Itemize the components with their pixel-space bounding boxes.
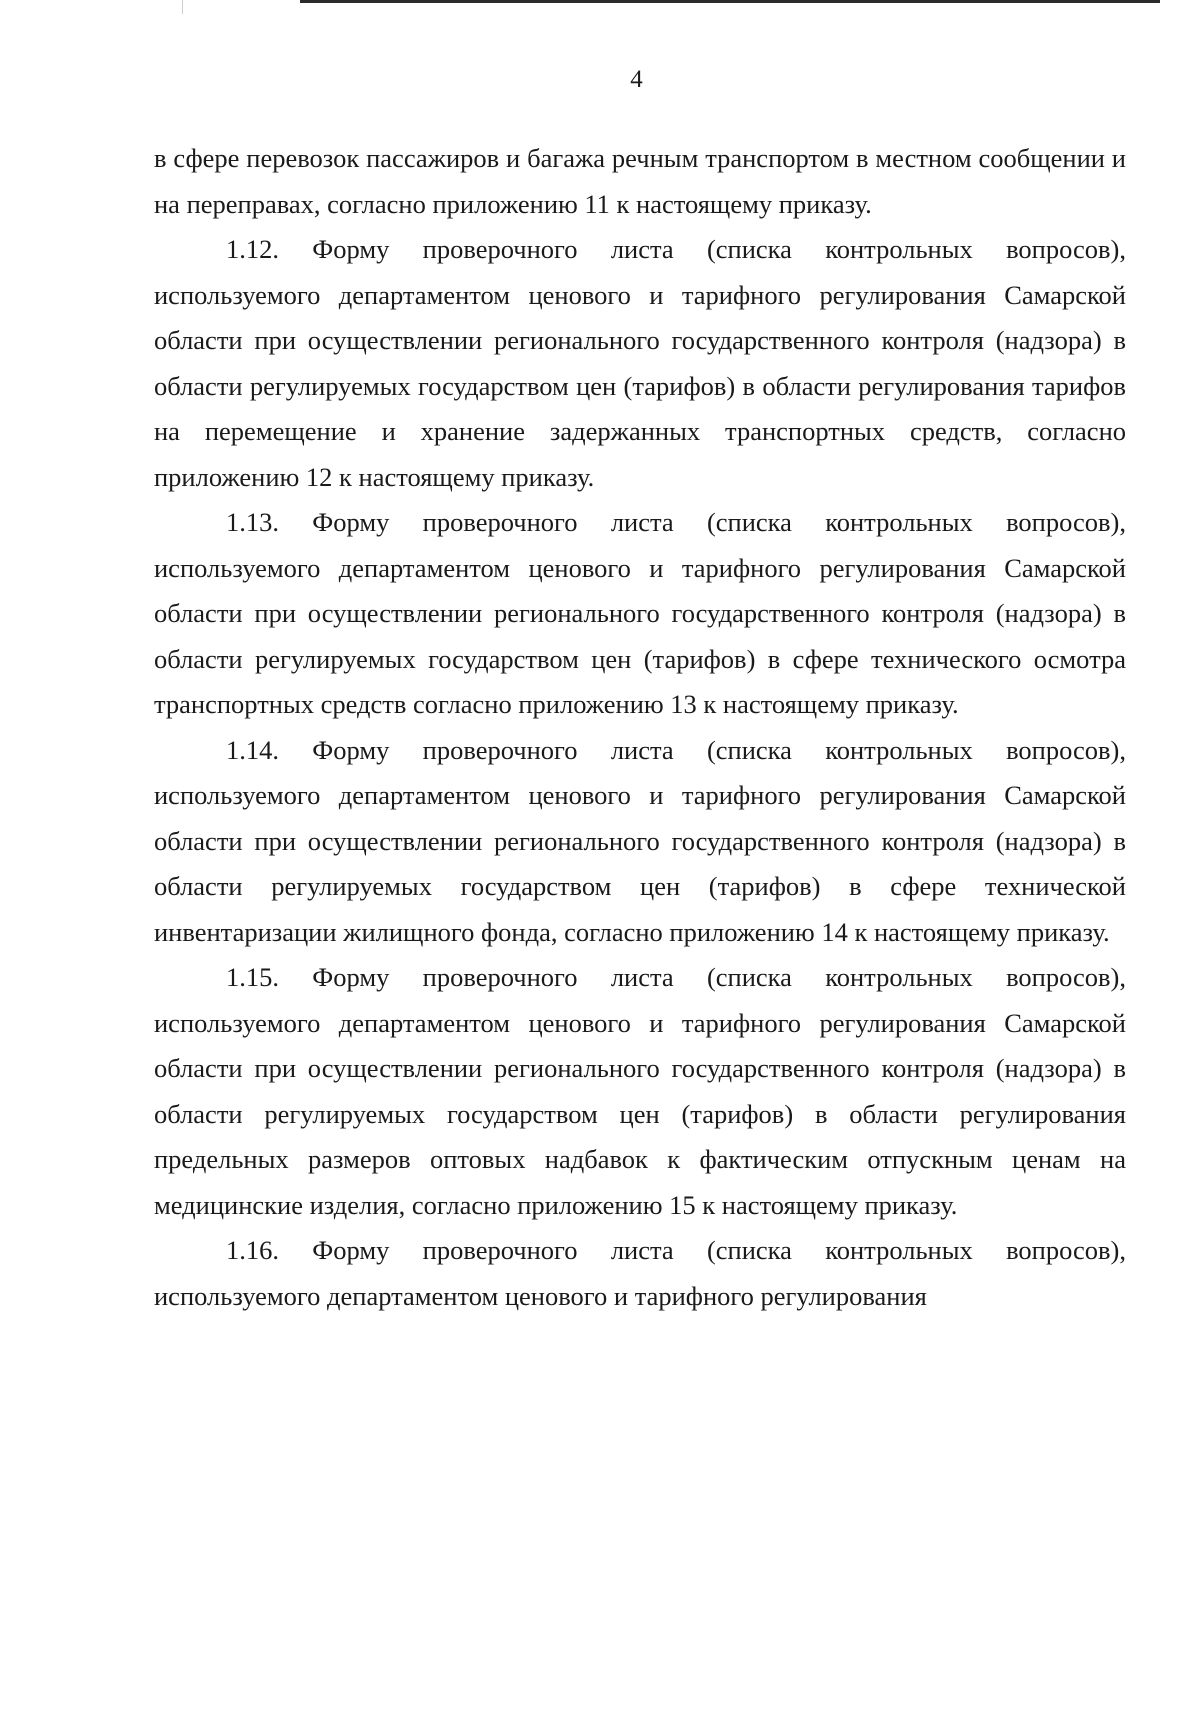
paragraph-item-1-14: 1.14. Форму проверочного листа (списка контрольных вопросов), используемого департаментом ценового и тарифного регулирования Самарской области при осуществлении регионального государственного контроля (надзора) в области регулируемых государством цен (тарифов) в сфере технической инвентаризации жилищного фонда, согласно приложению 14 к настоящему приказу.: [154, 734, 1126, 947]
paragraph-item-1-15: 1.15. Форму проверочного листа (списка контрольных вопросов), используемого департаментом ценового и тарифного регулирования Самарской области при осуществлении регионального государственного контроля (надзора) в области регулируемых государством цен (тарифов) в области регулирования предельных размеров оптовых надбавок к фактическим отпускным ценам на медицинские изделия, согласно приложению 15 к настоящему приказу.: [154, 962, 1126, 1220]
paragraph-item-1-13: 1.13. Форму проверочного листа (списка контрольных вопросов), используемого департаментом ценового и тарифного регулирования Самарской области при осуществлении регионального государственного контроля (надзора) в области регулируемых государством цен (тарифов) в сфере технического осмотра транспортных средств согласно приложению 13 к настоящему приказу.: [154, 507, 1126, 719]
document-body: [154, 136, 1126, 1319]
page-number: 4: [630, 66, 643, 93]
scan-edge-mark: [182, 0, 183, 14]
paragraph-item-1-16: 1.16. Форму проверочного листа (списка контрольных вопросов), используемого департаментом ценового и тарифного регулирования: [154, 1235, 1126, 1311]
scan-edge-line: [300, 0, 1160, 3]
paragraph-item-1-12: 1.12. Форму проверочного листа (списка контрольных вопросов), используемого департаментом ценового и тарифного регулирования Самарской области при осуществлении регионального государственного контроля (надзора) в области регулируемых государством цен (тарифов) в области регулирования тарифов на перемещение и хранение задержанных транспортных средств, согласно приложению 12 к настоящему приказу.: [154, 234, 1126, 492]
paragraph-continuation: в сфере перевозок пассажиров и багажа речным транспортом в местном сообщении и на переправах, согласно приложению 11 к настоящему приказу.: [154, 143, 1126, 219]
